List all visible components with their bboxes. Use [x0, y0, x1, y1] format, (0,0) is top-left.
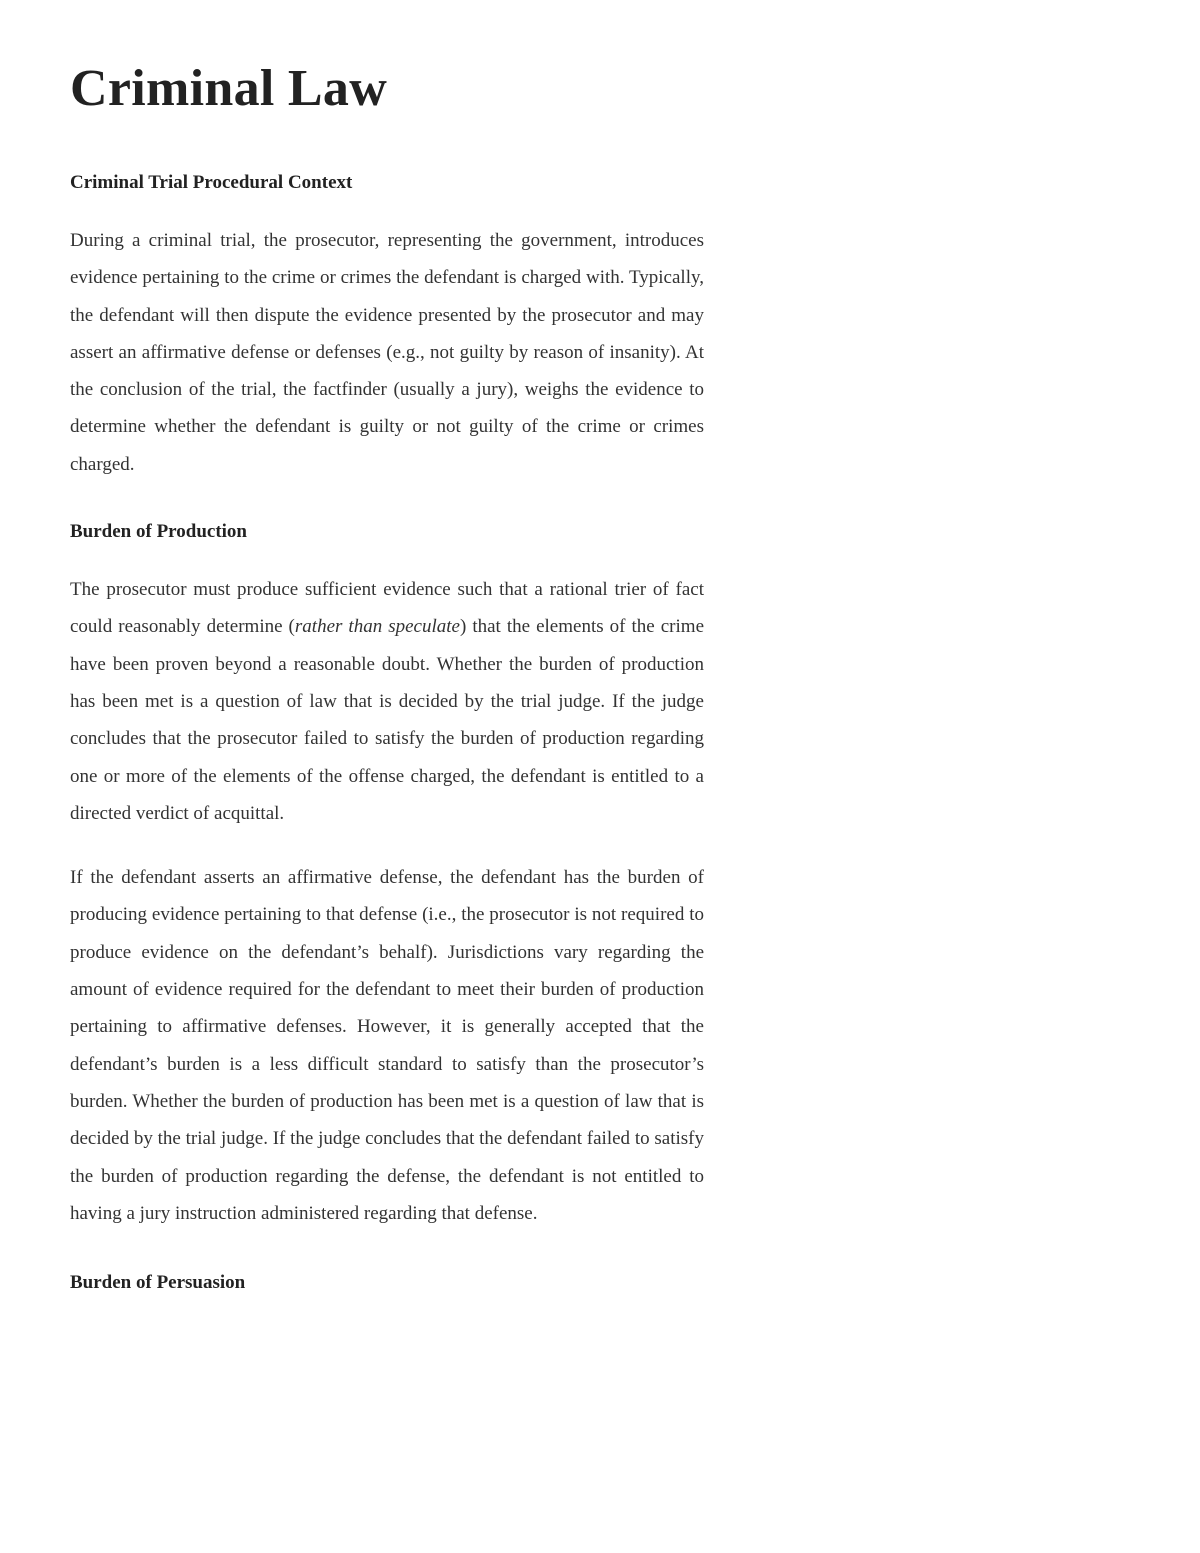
- paragraph-text-after-italic: ) that the elements of the crime have been proven beyond a reasonable doubt. Whether the burden of production has been met is a question of law that is decided by the trial judge. If the judge concludes that the prosecutor failed to satisfy the burden of production regarding one or more of the elements of the offense charged, the defendant is entitled to a directed verdict of acquittal.: [70, 616, 704, 824]
- italic-phrase: rather than speculate: [294, 616, 460, 638]
- section-heading-burden-of-production: Burden of Production: [70, 521, 248, 543]
- procedural-context-paragraph: During a criminal trial, the prosecutor, representing the government, introduces evidence pertaining to the crime or crimes the defendant is charged with. Typically, the defendant will then dispute the evidence presented by the prosecutor and may assert an affirmative defense or defenses (e.g., not guilty by reason of insanity). At the conclusion of the trial, the factfinder (usually a jury), weighs the evidence to determine whether the defendant is guilty or not guilty of the crime or crimes charged.: [70, 230, 704, 475]
- section-heading-burden-of-persuasion: Burden of Persuasion: [70, 1272, 246, 1294]
- burden-of-production-paragraph-1: [70, 571, 704, 832]
- burden-of-production-paragraph-2: If the defendant asserts an affirmative defense, the defendant has the burden of producing evidence pertaining to that defense (i.e., the prosecutor is not required to produce evidence on the defendant’s behalf). Jurisdictions vary regarding the amount of evidence required for the defendant to meet their burden of production pertaining to affirmative defenses. However, it is generally accepted that the defendant’s burden is a less difficult standard to satisfy than the prosecutor’s burden. Whether the burden of production has been met is a question of law that is decided by the trial judge. If the judge concludes that the defendant failed to satisfy the burden of production regarding the defense, the defendant is not entitled to having a jury instruction administered regarding that defense.: [70, 867, 704, 1224]
- paragraph-text-before-italic: The prosecutor must produce sufficient evidence such that a rational trier of fact could reasonably determine (: [70, 579, 704, 638]
- document-page: [70, 0, 704, 1296]
- section-heading-procedural-context: Criminal Trial Procedural Context: [70, 172, 353, 193]
- document-title: Criminal Law: [70, 60, 388, 117]
